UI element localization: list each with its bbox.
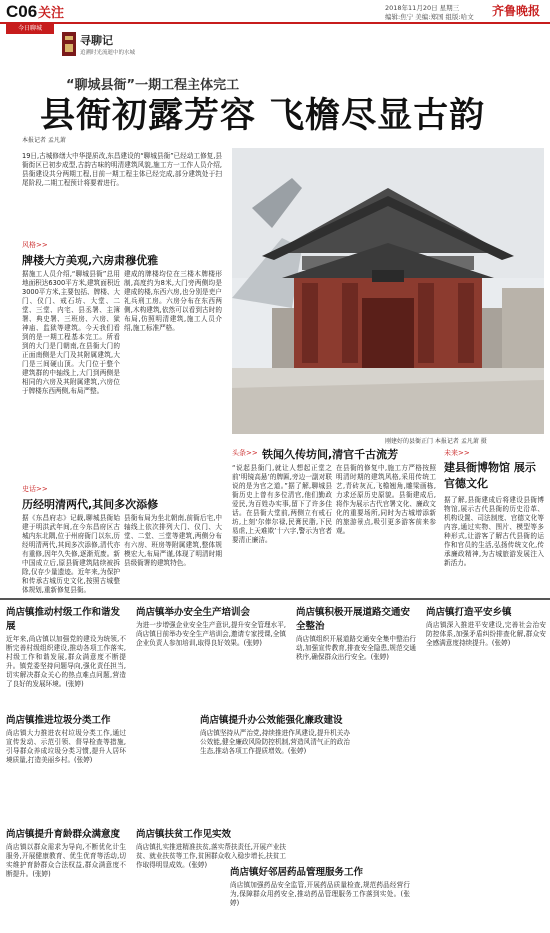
kicker: “聊城县衙”一期工程主体完工 [66, 78, 240, 93]
brief-5-body: 尚店镇坚持从严治党,持续推进作风建设,提升机关办公效能,健全廉政风险防控机制,营造风清气正的政治生态,推动各项工作提质增效。(张婷) [200, 729, 350, 755]
brief-2-title: 尚店镇推进垃圾分类工作 [6, 715, 111, 726]
newspaper-logo: 齐鲁晚报 [492, 4, 541, 18]
brief-2 [6, 712, 126, 829]
brief-4-body: 为进一步增强企业安全生产意识,提升安全管理水平,尚店镇日前举办安全生产培训会,邀请专家授课,全镇企业负责人参加培训,取得良好效果。(张婷) [136, 621, 286, 647]
section1-tag: 风格>> [22, 241, 48, 249]
section3-title: 铁闻久传坊间,清官千古流芳 [262, 448, 399, 461]
brief-6-body: 尚店镇扎实推进精准扶贫,落实帮扶责任,开展产业扶贫、就业扶贫等工作,贫困群众收入稳步增长,扶贫工作取得明显成效。(张婷) [136, 843, 286, 869]
page-number: C06 [6, 2, 38, 21]
brief-8-title: 尚店镇打造平安乡镇 [426, 607, 512, 618]
section3-tag: 头条>> [232, 449, 258, 457]
editor-text: 编辑:焦宁 美编:郑国 组版:哈文 [385, 13, 474, 21]
brief-7-title: 尚店镇积极开展道路交通安全整治 [296, 607, 411, 632]
photo-caption: 刚建好的县衙正门 本报记者 孟凡萧 摄 [385, 438, 487, 445]
section2-body-2: 县衙布局为坐北朝南,前衙后宅,中轴线上依次排列大门、仪门、大堂、二堂、三堂等建筑,两侧分布有六房、班房等附属建筑,整体规模宏大,布局严谨,体现了明清时期县级衙署的建筑特色。 [124, 514, 222, 567]
brief-9-title: 尚店镇好邻居药品管理服务工作 [230, 867, 364, 878]
column-title: 寻聊记 [80, 34, 113, 47]
section3-body-2: 在县衙的修复中,施工方严格按照明清时期的建筑风格,采用传统工艺,青砖灰瓦,飞檐翘角,雕梁画栋,力求还原历史原貌。县衙建成后,将作为展示古代官署文化、廉政文化的重要场所,同时为古城增添新的旅游景点,吸引更多游客前来参观。 [336, 464, 436, 535]
brief-2-body: 尚店镇大力推进农村垃圾分类工作,通过宣传发动、示范引领、督导检查等措施,引导群众养成垃圾分类习惯,提升人居环境质量,打造美丽乡村。(张婷) [6, 729, 126, 764]
section4-title: 建县衙博物馆 展示官德文化 [444, 461, 536, 490]
brief-9 [230, 864, 410, 931]
brief-3 [6, 826, 126, 933]
section4-body: 据了解,县衙建成后将建设县衙博物馆,展示古代县衙的历史沿革、机构设置、司法制度、官德文化等内容,通过实物、图片、模型等多种形式,让游客了解古代县衙的运作和官员的生活,弘扬传统文化,传承廉政精神,为古城旅游发展注入新活力。 [444, 496, 544, 567]
county-office-photo [232, 148, 544, 434]
column-logo-icon [60, 30, 78, 58]
section2-title: 历经明清两代,其间多次添修 [22, 498, 159, 511]
column-subtitle: 追溯时光流逝中的水城 [80, 50, 136, 56]
brief-3-body: 尚店镇以群众需求为导向,不断优化计生服务,开展健康教育、优生优育等活动,切实维护育龄群众合法权益,群众满意度不断提升。(张婷) [6, 843, 126, 878]
brief-5-title: 尚店镇提升办公效能强化廉政建设 [200, 715, 343, 726]
section4-tag: 未来>> [444, 449, 470, 457]
section3-body: “说起县衙门,就让人想起正堂之前‘明镜高悬’的牌匾,旁边一副对联说的是为官之道。”据了解,聊城县衙历史上曾有多位清官,他们勤政爱民,为百姓办实事,留下了许多佳话。在县衙大堂前,两侧立有戒石坊,上刻‘尔俸尔禄,民膏民脂,下民易虐,上天难欺’十六字,警示为官者要清正廉洁。 [232, 464, 332, 544]
brief-6-title: 尚店镇扶贫工作见实效 [136, 829, 232, 840]
headline: 县衙初露芳容 飞檐尽显古韵 [40, 95, 486, 136]
section1-body-2: 建成的牌楼均位在三楼木牌楼形制,高度约为8米,大门旁两侧均是建成的楼,东西六房,也分别是吏户礼兵刑工房。六房分布在东西两侧,木构建筑,依然可以看到古时的布局,仿照明清建筑,施工人员介绍,施工标准严格。 [124, 270, 222, 332]
date-line [385, 4, 490, 22]
section-tag: 今日聊城 [6, 24, 54, 34]
section2-tag: 史话>> [22, 485, 48, 493]
brief-1-title: 尚店镇推动村级工作和谐发展 [6, 607, 121, 632]
header-rule [0, 22, 550, 24]
brief-3-title: 尚店镇提升育龄群众满意度 [6, 829, 121, 840]
brief-4 [136, 604, 286, 721]
section2-body: 据《东昌府志》记载,聊城县衙始建于明洪武年间,在今东昌府区古城内东北隅,位于州府衙门以东,历经明清两代,其间多次添修,清代亦有重修,因年久失修,逐渐荒废。新中国成立后,原县衙建筑陆续被拆除,仅存少量遗迹。近年来,为保护和传承古城历史文化,按照古城整体规划,重新修复县衙。 [22, 514, 120, 594]
brief-1-body: 近年来,尚店镇以加强党的建设为统领,不断完善村级组织建设,推动各项工作落实,村级工作和谐发展,群众满意度不断提升。镇党委坚持问题导向,强化责任担当,切实解决群众关心的热点难点问题,营造了良好的发展环境。(张婷) [6, 635, 126, 688]
lead-paragraph: 19日,古城修缮大中华提质改,东昌建设的“聊城县衙”已经动工修复,县衙街区已初步成型,古韵古味的明清建筑风貌,施工方一工作人员介绍,县衙建设共分两期工程,目前一期工程主体已经完成,部分建筑处于扫尾阶段,二期工程预计将要着进行。 [22, 152, 222, 187]
brief-4-title: 尚店镇举办安全生产培训会 [136, 607, 251, 618]
section1-title: 牌楼大方美观,六房肃穆优雅 [22, 254, 159, 267]
brief-8-body: 尚店镇深入推进平安建设,完善社会治安防控体系,加强矛盾纠纷排查化解,群众安全感满意度持续提升。(张婷) [426, 621, 546, 647]
section-label: 关注 [38, 6, 65, 21]
brief-8 [426, 604, 546, 851]
brief-7-body: 尚店镇组织开展道路交通安全集中整治行动,加强宣传教育,排查安全隐患,规范交通秩序,确保群众出行安全。(张婷) [296, 635, 416, 661]
brief-9-body: 尚店镇加强药品安全监管,开展药品质量检查,规范药品经营行为,保障群众用药安全,推动药品管理服务工作落到实处。(张婷) [230, 881, 410, 907]
section1-body: 据施工人员介绍,“聊城县衙”总用地面积达6300平方米,建筑面积近3000平方米,主要包括、牌楼、大门、仪门、戒石坊、大堂、二堂、三堂、内宅、县丞署、主簿署、典史署、三班房、六房、狱神庙、监狱等建筑。今天我们看到的是一期工程基本完工。所看到的大门是门朝南,在县衙大门的正面南侧是大门及其附属建筑,大门是三间硬山顶。大门位于整个建筑群的中轴线上,大门到两侧是相同的六房及其附属建筑,六房位于牌楼东西两侧,布局严整。 [22, 270, 120, 395]
brief-7 [296, 604, 416, 865]
byline: 本报记者 孟凡萧 [22, 137, 66, 144]
date-text: 2018年11月20日 星期三 [385, 4, 460, 12]
